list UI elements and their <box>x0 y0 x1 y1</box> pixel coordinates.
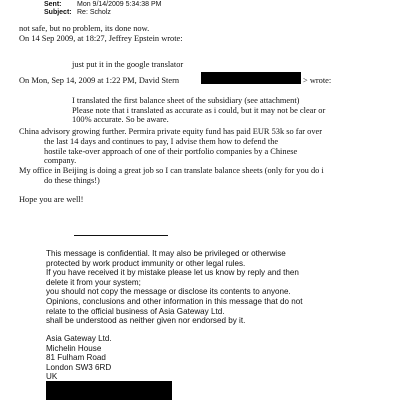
closing-line: Hope you are well! <box>19 195 84 204</box>
attribution-stern-text: On Mon, Sep 14, 2009 at 1:22 PM, David Stern <box>19 76 180 85</box>
sent-label: Sent: <box>44 1 62 8</box>
address-line: 81 Fulham Road <box>46 353 106 363</box>
address-line: London SW3 6RD <box>46 362 112 372</box>
address-line: UK <box>46 372 58 382</box>
disclaimer-line: Opinions, conclusions and other information in this message that do not <box>46 296 303 306</box>
company-address <box>46 334 112 382</box>
disclaimer-line: delete it from your system; <box>46 277 141 287</box>
disclaimer-line: If you have received it by mistake please let us know by reply and then <box>46 268 299 278</box>
sent-line <box>44 1 161 9</box>
sent-value: Mon 9/14/2009 5:34:38 PM <box>77 1 162 8</box>
signature-divider <box>74 235 168 236</box>
subject-label: Subject: <box>44 9 72 16</box>
disclaimer-line: you should not copy the message or disclose its contents to anyone. <box>46 287 291 297</box>
subject-line <box>44 9 111 17</box>
disclaimer <box>46 249 302 326</box>
paragraph-2-rest <box>44 137 297 166</box>
paragraph-3-rest: do these things!) <box>44 176 100 185</box>
paragraph-3-first: My office in Beijing is doing a great job so I can translate balance sheets (only for you do i <box>19 166 324 175</box>
disclaimer-line: This message is confidential. It may also be privileged or otherwise <box>46 249 286 258</box>
paragraph-2-line: company. <box>44 156 77 166</box>
attribution-stern-suffix: > wrote: <box>303 76 332 85</box>
address-line: Asia Gateway Ltd. <box>46 334 112 343</box>
paragraph-1-line: Please note that i translated as accurate as i could, but it may not be clear or <box>72 105 326 115</box>
paragraph-2-first: China advisory growing further. Permira private equity fund has paid EUR 53k so far over <box>19 127 323 136</box>
disclaimer-line: shall be understood as neither given nor endorsed by it. <box>46 316 246 326</box>
attribution-stern <box>19 76 179 86</box>
redaction-signature <box>46 381 172 400</box>
disclaimer-line: protected by work product immunity or other legal rules. <box>46 258 246 268</box>
subject-value: Re: Scholz <box>77 9 111 16</box>
paragraph-1-line: 100% accurate. So be aware. <box>72 115 169 125</box>
disclaimer-line: relate to the official business of Asia Gateway Ltd. <box>46 306 225 316</box>
paragraph-2-line: the last 14 days and continues to pay, I advise them how to defend the <box>44 137 279 146</box>
paragraph-1 <box>72 96 325 125</box>
paragraph-2-line: hostile take-over approach of one of their portfolio companies by a Chinese <box>44 146 298 156</box>
redaction-email <box>201 72 301 84</box>
attribution-epstein: On 14 Sep 2009, at 18:27, Jeffrey Epstein wrote: <box>19 34 183 43</box>
quoted-line: just put it in the google translator <box>72 60 184 69</box>
address-line: Michelin House <box>46 343 102 353</box>
reply-line: not safe, but no problem, its done now. <box>19 24 150 33</box>
paragraph-1-line: I translated the first balance sheet of the subsidiary (see attachment) <box>72 96 300 105</box>
